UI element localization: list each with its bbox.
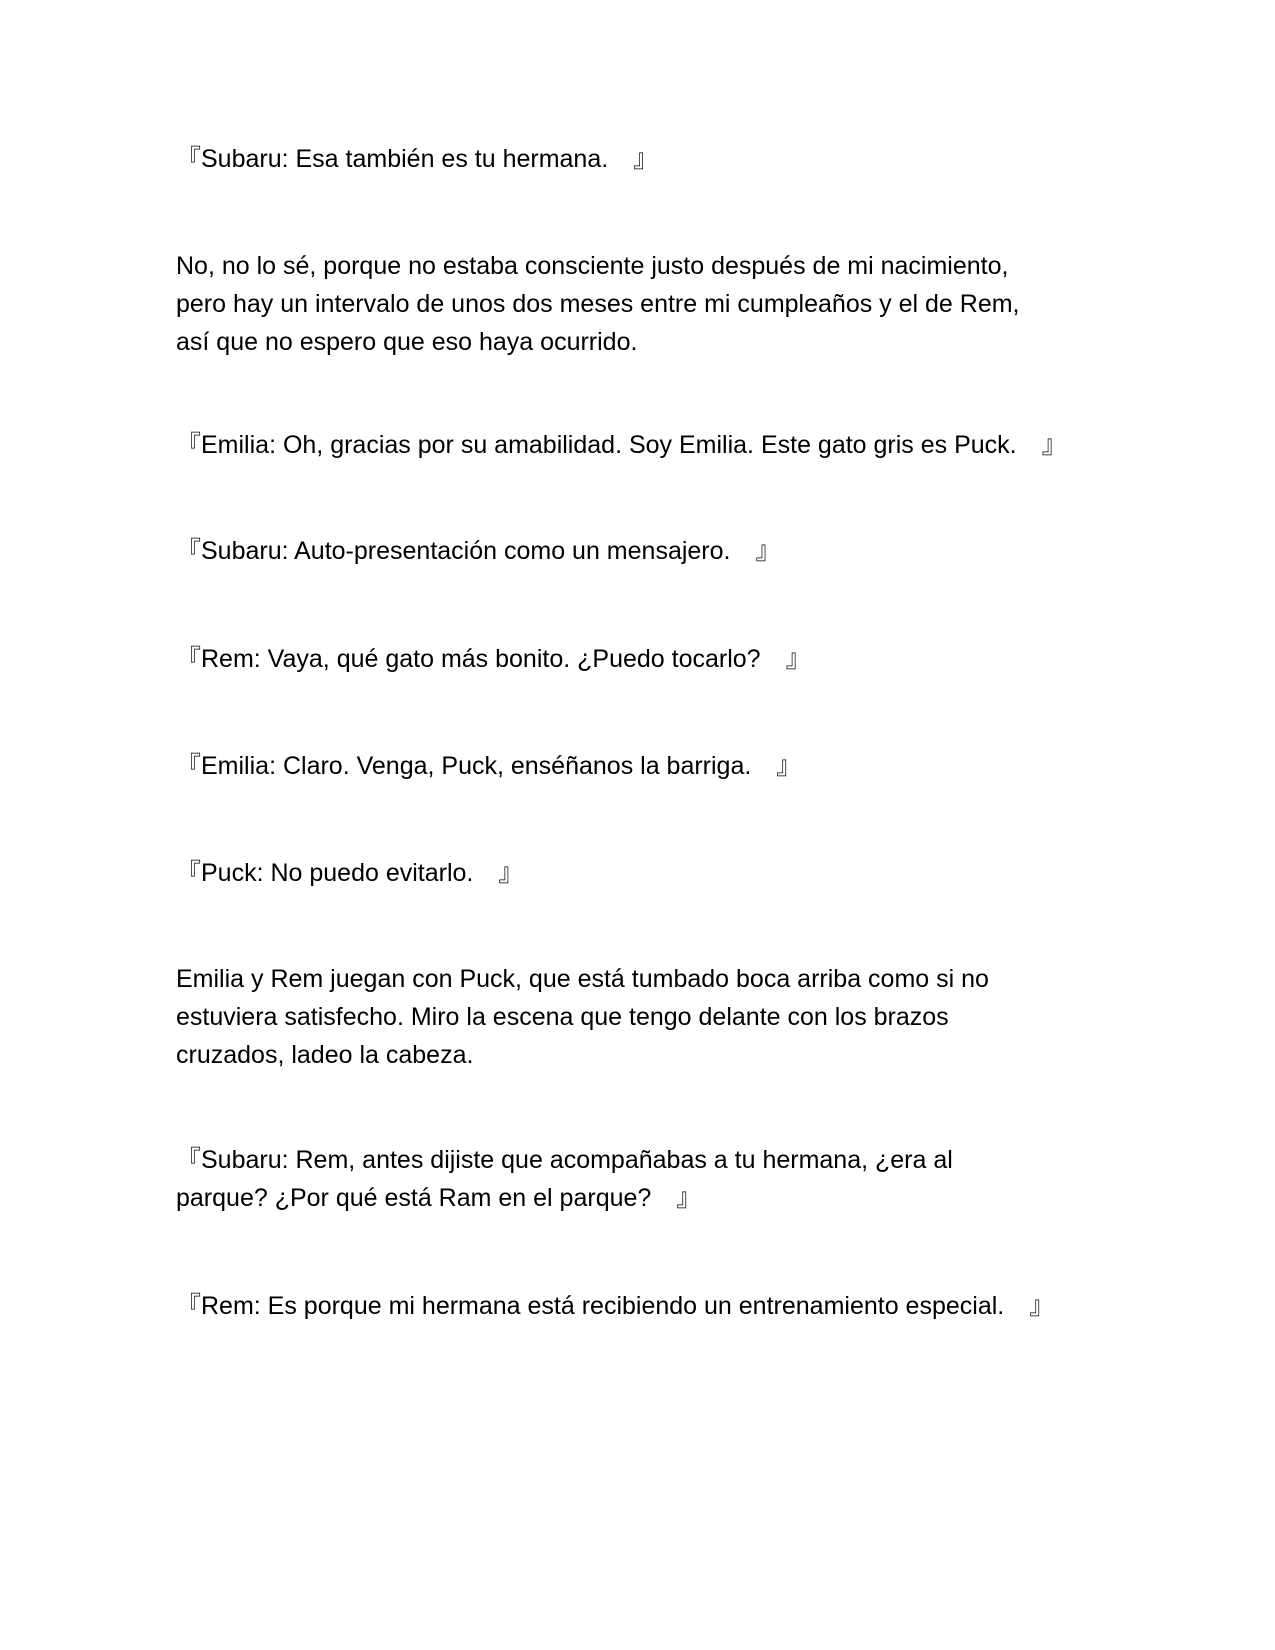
dialogue-emilia-intro: 『Emilia: Oh, gracias por su amabilidad. Soy Emilia. Este gato gris es Puck. 』 [176, 431, 1067, 459]
dialogue-subaru-sister: 『Subaru: Esa también es tu hermana. 』 [176, 145, 659, 173]
dialogue-puck: 『Puck: No puedo evitarlo. 』 [176, 859, 524, 887]
dialogue-rem-cat: 『Rem: Vaya, qué gato más bonito. ¿Puedo tocarlo? 』 [176, 645, 811, 673]
dialogue-emilia-belly: 『Emilia: Claro. Venga, Puck, enséñanos la barriga. 』 [176, 752, 802, 780]
dialogue-subaru-park: 『Subaru: Rem, antes dijiste que acompañabas a tu hermana, ¿era al parque? ¿Por qué está Ram en el parque? 』 [176, 1146, 953, 1212]
dialogue-rem-training: 『Rem: Es porque mi hermana está recibiendo un entrenamiento especial. 』 [176, 1292, 1055, 1320]
narration-birthday: No, no lo sé, porque no estaba consciente justo después de mi nacimiento, pero hay un intervalo de unos dos meses entre mi cumpleaños y el de Rem, así que no espero que eso haya ocurrido. [176, 252, 1020, 356]
dialogue-subaru-messenger: 『Subaru: Auto-presentación como un mensajero. 』 [176, 537, 781, 565]
narration-playing: Emilia y Rem juegan con Puck, que está tumbado boca arriba como si no estuviera satisfecho. Miro la escena que tengo delante con los brazos cruzados, ladeo la cabeza. [176, 965, 989, 1069]
